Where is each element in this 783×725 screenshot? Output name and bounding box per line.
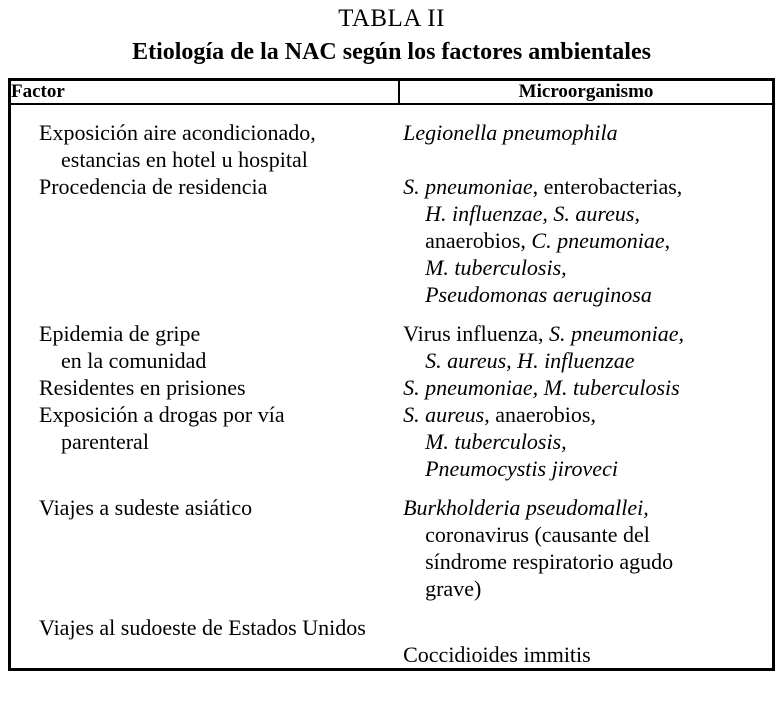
micro-line: síndrome respiratorio agudo: [425, 549, 674, 574]
micro-line: Pneumocystis jiroveci: [425, 456, 618, 481]
factor-line: Viajes a sudeste asiático: [39, 495, 253, 520]
micro-line: coronavirus (causante del: [425, 522, 650, 547]
micro-line: Pseudomonas aeruginosa: [425, 282, 652, 307]
cell-factor: [11, 320, 399, 374]
table-caption: Etiología de la NAC según los factores ambientales: [132, 39, 651, 65]
spacer-cell: [11, 602, 399, 614]
cell-factor: [11, 104, 399, 173]
micro-line: H. influenzae, S. aureus,: [425, 201, 640, 226]
micro-line: grave): [425, 576, 482, 601]
spacer-cell: [399, 308, 772, 320]
factor-line: Exposición aire acondicionado,: [39, 120, 316, 145]
micro-line: S. aureus, anaerobios,: [403, 402, 596, 427]
factor-line: Procedencia de residencia: [39, 174, 268, 199]
factor-line: Viajes al sudoeste de: [39, 615, 223, 640]
table-spacer-row: [11, 602, 772, 614]
table-row: [11, 104, 772, 173]
table-number: TABLA II: [338, 5, 445, 32]
table-row: [11, 173, 772, 308]
table-spacer-row: [11, 482, 772, 494]
table-row: [11, 494, 772, 602]
factor-line: Estados Unidos: [228, 615, 366, 640]
table-row: [11, 614, 772, 668]
table-header: [11, 81, 772, 104]
table-row: [11, 401, 772, 482]
cell-factor: [11, 374, 399, 401]
table-spacer-row: [11, 308, 772, 320]
cell-factor: [11, 494, 399, 602]
data-table: [11, 81, 772, 668]
cell-factor: [11, 401, 399, 482]
spacer-cell: [399, 482, 772, 494]
table-body: [11, 104, 772, 668]
micro-line: S. pneumoniae, enterobacterias,: [403, 174, 683, 199]
factor-line: Epidemia de gripe: [39, 321, 201, 346]
micro-line: Virus influenza, S. pneumoniae,: [403, 321, 685, 346]
micro-line: S. pneumoniae, M. tuberculosis: [403, 375, 680, 400]
micro-line: Legionella pneumophila: [403, 120, 618, 145]
factor-line: Residentes en prisiones: [39, 375, 246, 400]
micro-line-blank: [403, 614, 766, 641]
column-header-factor: Factor: [11, 81, 399, 104]
spacer-cell: [399, 602, 772, 614]
micro-line: Coccidioides immitis: [403, 642, 591, 667]
cell-factor: [11, 173, 399, 308]
micro-line: anaerobios, C. pneumoniae,: [425, 228, 671, 253]
spacer-cell: [11, 308, 399, 320]
cell-microorganismo: [399, 320, 772, 374]
cell-microorganismo: [399, 374, 772, 401]
table-header-row: [11, 81, 772, 104]
micro-line: M. tuberculosis,: [425, 429, 567, 454]
cell-factor: [11, 614, 399, 668]
cell-microorganismo: [399, 173, 772, 308]
factor-line: en la comunidad: [61, 348, 207, 373]
factor-line: estancias en hotel u hospital: [61, 147, 308, 172]
data-table-container: [8, 78, 775, 671]
factor-line: parenteral: [61, 429, 149, 454]
table-row: [11, 374, 772, 401]
table-row: [11, 320, 772, 374]
micro-line: M. tuberculosis,: [425, 255, 567, 280]
factor-line: Exposición a drogas por vía: [39, 402, 285, 427]
micro-line: S. aureus, H. influenzae: [425, 348, 635, 373]
cell-microorganismo: [399, 104, 772, 173]
micro-line: Burkholderia pseudomallei,: [403, 495, 649, 520]
column-header-microorganismo: Microorganismo: [399, 81, 772, 104]
cell-microorganismo: [399, 401, 772, 482]
cell-microorganismo: [399, 494, 772, 602]
cell-microorganismo: [399, 614, 772, 668]
title-block: [0, 0, 783, 68]
spacer-cell: [11, 482, 399, 494]
